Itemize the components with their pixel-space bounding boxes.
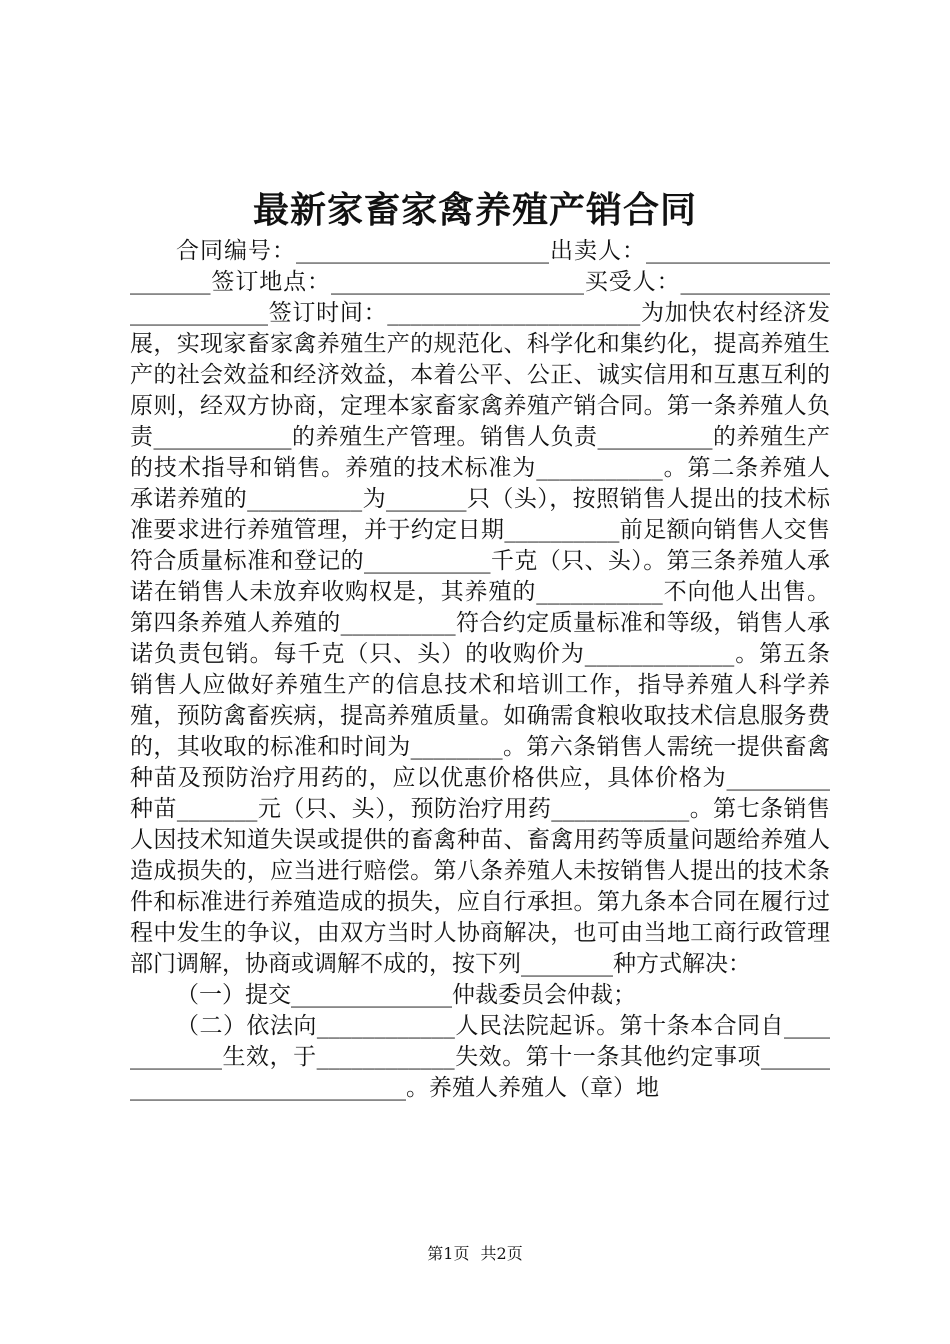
contract-body [130, 236, 830, 1104]
page-footer [0, 1244, 950, 1264]
page-title: 最新家畜家禽养殖产销合同 [252, 189, 697, 231]
contract-paragraph: （二）依法向____________人民法院起诉。第十条本合同自____________生效，于____________失效。第十一条其他约定事项______________________________。养殖人养殖人（章）地 [130, 1013, 830, 1101]
page-total: 共2页 [480, 1244, 523, 1263]
page-number: 第1页 [427, 1244, 470, 1263]
contract-paragraph: （一）提交______________仲裁委员会仲裁； [176, 982, 636, 1008]
contract-paragraph: 合同编号：______________________出卖人：_______________________签订地点：______________________买受人：_________________________签订时间：______________________为加快农村经济发展，实现家畜家禽养殖生产的规范化、科学化和集约化，提高养殖生产的社会效益和经济效益，本着公平、公正、诚实信用和互惠互利的原则，经双方协商，定理本家畜家禽养殖产销合同。第一条养殖人负责____________的养殖生产管理。销售人负责__________的养殖生产的技术指导和销售。养殖的技术标准为___________。第二条养殖人承诺养殖的__________为_______只（头），按照销售人提出的技术标准要求进行养殖管理，并于约定日期__________前足额向销售人交售符合质量标准和登记的___________千克（只、头）。第三条养殖人承诺在销售人未放弃收购权是，其养殖的___________不向他人出售。第四条养殖人养殖的__________符合约定质量标准和等级，销售人承诺负责包销。每千克（只、头）的收购价为_____________。第五条销售人应做好养殖生产的信息技术和培训工作，指导养殖人科学养殖，预防禽畜疾病，提高养殖质量。如确需食粮收取技术信息服务费的，其收取的标准和时间为________。第六条销售人需统一提供畜禽种苗及预防治疗用药的，应以优惠价格供应，具体价格为_________种苗_______元（只、头），预防治疗用药____________。第七条销售人因技术知道失误或提供的畜禽种苗、畜禽用药等质量问题给养殖人造成损失的，应当进行赔偿。第八条养殖人未按销售人提出的技术条件和标准进行养殖造成的损失，应自行承担。第九条本合同在履行过程中发生的争议，由双方当时人协商解决，也可由当地工商行政管理部门调解，协商或调解不成的，按下列________种方式解决： [130, 238, 830, 977]
